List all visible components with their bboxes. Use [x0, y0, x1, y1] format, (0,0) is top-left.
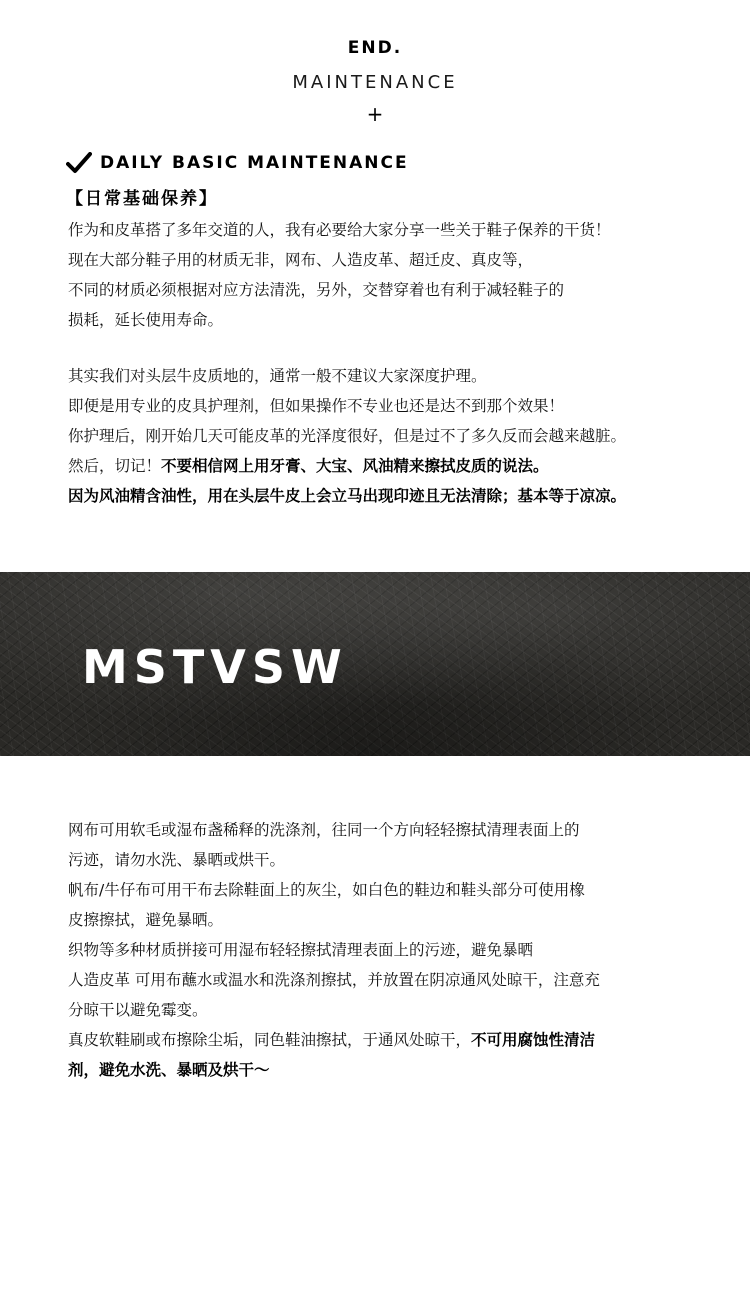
section-heading — [66, 152, 409, 174]
check-icon — [66, 152, 92, 174]
mesh-care-line: 污迹，请勿水洗、暴晒或烘干。 — [68, 851, 286, 869]
intro-paragraph — [68, 215, 708, 335]
fabric-care-line: 织物等多种材质拼接可用湿布轻轻擦拭清理表面上的污迹，避免暴晒 — [68, 941, 534, 959]
banner-brand-text: MSTVSW — [82, 640, 348, 694]
genuine-care-bold: 不可用腐蚀性清洁 — [471, 1031, 596, 1049]
intro-line: 损耗，延长使用寿命。 — [68, 311, 224, 329]
genuine-care-normal: 真皮软鞋刷或布擦除尘垢，同色鞋油擦拭，于通风处晾干， — [68, 1031, 472, 1049]
intro-line: 不同的材质必须根据对应方法清洗，另外，交替穿着也有利于减轻鞋子的 — [68, 281, 565, 299]
mesh-care-line: 网布可用软毛或湿布盏稀释的洗涤剂，往同一个方向轻轻擦拭清理表面上的 — [68, 821, 580, 839]
synthetic-care-line: 人造皮革 可用布蘸水或温水和洗涤剂擦拭，并放置在阴凉通风处晾干，注意充 — [68, 971, 600, 989]
leather-care-paragraph — [68, 361, 708, 511]
canvas-care-line: 帆布/牛仔布可用干布去除鞋面上的灰尘，如白色的鞋边和鞋头部分可使用橡 — [68, 881, 585, 899]
leather-warning-bold: 不要相信网上用牙膏、大宝、风油精来擦拭皮质的说法。 — [161, 457, 549, 475]
brand-logo-text: END. — [347, 38, 403, 58]
canvas-care-line: 皮擦擦拭，避免暴晒。 — [68, 911, 224, 929]
intro-line: 作为和皮革搭了多年交道的人，我有必要给大家分享一些关于鞋子保养的干货！ — [68, 221, 611, 239]
leather-line: 即便是用专业的皮具护理剂，但如果操作不专业也还是达不到那个效果！ — [68, 397, 565, 415]
genuine-care-line — [68, 1025, 708, 1055]
plus-icon: + — [366, 102, 384, 126]
materials-paragraph — [68, 815, 708, 1085]
leather-line: 其实我们对头层牛皮质地的，通常一般不建议大家深度护理。 — [68, 367, 487, 385]
leather-warning-reason: 因为风油精含油性，用在头层牛皮上会立马出现印迹且无法清除；基本等于凉凉。 — [68, 487, 627, 505]
leather-warning-prefix: 然后，切记！ — [68, 457, 162, 475]
genuine-care-line-bold: 剂，避免水洗、暴晒及烘干～ — [68, 1061, 270, 1079]
leather-warning-line — [68, 451, 708, 481]
page-subtitle: MAINTENANCE — [292, 72, 458, 93]
synthetic-care-line: 分晾干以避免霉变。 — [68, 1001, 208, 1019]
leather-line: 你护理后，刚开始几天可能皮革的光泽度很好，但是过不了多久反而会越来越脏。 — [68, 427, 627, 445]
intro-line: 现在大部分鞋子用的材质无非，网布、人造皮革、超迁皮、真皮等， — [68, 251, 534, 269]
section-title: DAILY BASIC MAINTENANCE — [100, 153, 409, 173]
section-title-cn: 【日常基础保养】 — [66, 189, 218, 209]
